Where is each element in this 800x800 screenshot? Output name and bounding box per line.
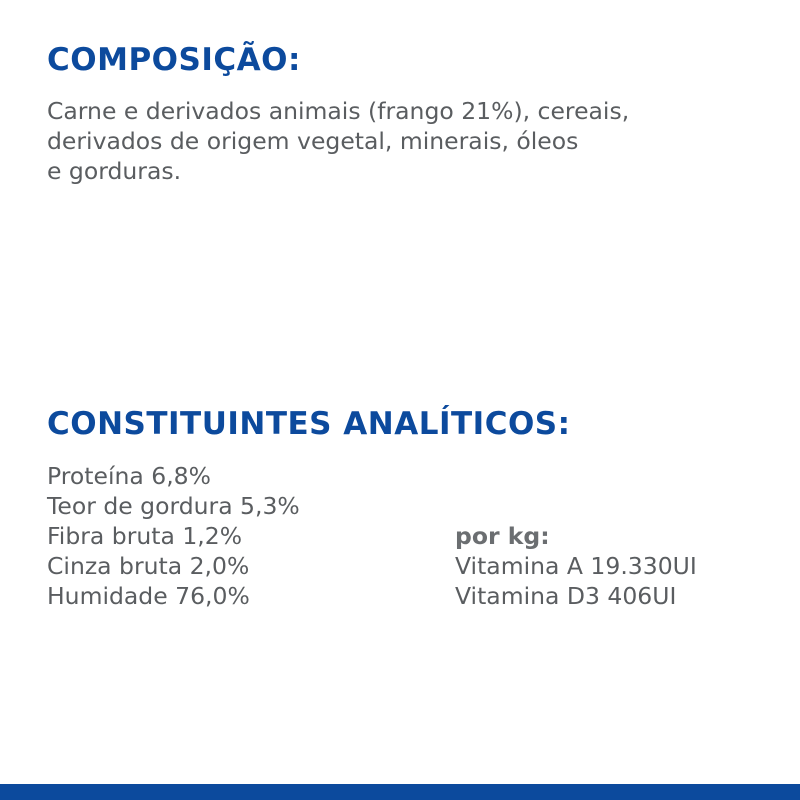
vitamin-a: Vitamina A 19.330UI [455, 552, 697, 580]
constituent-ash: Cinza bruta 2,0% [47, 552, 250, 580]
constituent-fat: Teor de gordura 5,3% [47, 492, 300, 520]
analytical-constituents-list [47, 461, 300, 611]
constituent-fibre: Fibra bruta 1,2% [47, 522, 243, 550]
bottom-accent-bar [0, 784, 800, 800]
constituent-protein: Proteína 6,8% [47, 462, 211, 490]
composition-line: derivados de origem vegetal, minerais, óleos [47, 127, 579, 155]
vitamins-per-kg [455, 521, 697, 611]
constituent-moisture: Humidade 76,0% [47, 582, 250, 610]
composition-line: e gorduras. [47, 157, 182, 185]
composition-heading: COMPOSIÇÃO: [47, 42, 301, 78]
composition-line: Carne e derivados animais (frango 21%), cereais, [47, 97, 630, 125]
vitamin-d3: Vitamina D3 406UI [455, 582, 677, 610]
analytical-constituents-heading: CONSTITUINTES ANALÍTICOS: [47, 406, 571, 442]
per-kg-label: por kg: [455, 522, 550, 550]
composition-text [47, 96, 629, 186]
